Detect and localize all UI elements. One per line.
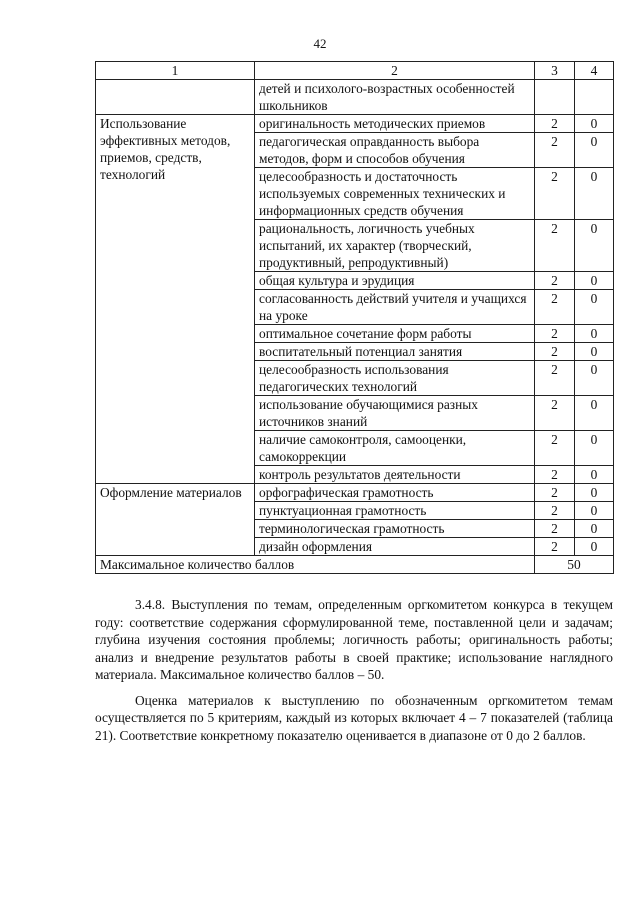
min-score-cell: 0: [575, 168, 614, 220]
indicator-cell: оригинальность методических приемов: [255, 115, 535, 133]
indicator-cell: общая культура и эрудиция: [255, 272, 535, 290]
max-score-cell: 2: [535, 520, 575, 538]
table-row-continuation: [96, 80, 614, 115]
indicator-cell: целесообразность и достаточность используемых современных технических и информационных средств обучения: [255, 168, 535, 220]
max-score-cell: 2: [535, 431, 575, 466]
column-header: 2: [255, 62, 535, 80]
indicator-cell: контроль результатов деятельности: [255, 466, 535, 484]
indicator-cell: использование обучающимися разных источников знаний: [255, 396, 535, 431]
min-score-cell: 0: [575, 272, 614, 290]
max-score-cell: 2: [535, 115, 575, 133]
indicator-cell: рациональность, логичность учебных испытаний, их характер (творческий, продуктивный, репродуктивный): [255, 220, 535, 272]
indicator-cell: орфографическая грамотность: [255, 484, 535, 502]
indicator-cell: согласованность действий учителя и учащихся на уроке: [255, 290, 535, 325]
min-score-cell: 0: [575, 290, 614, 325]
min-score-cell: 0: [575, 133, 614, 168]
min-score-cell: 0: [575, 325, 614, 343]
indicator-cell: педагогическая оправданность выбора методов, форм и способов обучения: [255, 133, 535, 168]
table-header-row: [96, 62, 614, 80]
indicator-cell: пунктуационная грамотность: [255, 502, 535, 520]
total-value: 50: [535, 556, 614, 574]
table-row: [96, 115, 614, 133]
column-header: 3: [535, 62, 575, 80]
max-score-cell: 2: [535, 361, 575, 396]
max-score-cell: 2: [535, 396, 575, 431]
max-score-cell: 2: [535, 133, 575, 168]
criteria-table: [95, 61, 614, 574]
criteria-table-body: [96, 62, 614, 574]
min-score-cell: 0: [575, 431, 614, 466]
column-header: 4: [575, 62, 614, 80]
indicator-cell: дизайн оформления: [255, 538, 535, 556]
max-score-cell: 2: [535, 343, 575, 361]
indicator-cell: целесообразность использования педагогических технологий: [255, 361, 535, 396]
criterion-cell-empty: [96, 80, 255, 115]
body-text: [95, 596, 613, 744]
indicator-cell: детей и психолого-возрастных особенностей школьников: [255, 80, 535, 115]
min-score-cell: 0: [575, 220, 614, 272]
max-score-cell: 2: [535, 220, 575, 272]
page-number: 42: [313, 36, 327, 51]
min-score-cell-empty: [575, 80, 614, 115]
max-score-cell: 2: [535, 325, 575, 343]
indicator-cell: оптимальное сочетание форм работы: [255, 325, 535, 343]
max-score-cell: 2: [535, 466, 575, 484]
max-score-cell-empty: [535, 80, 575, 115]
min-score-cell: 0: [575, 466, 614, 484]
min-score-cell: 0: [575, 343, 614, 361]
paragraph: 3.4.8. Выступления по темам, определенным оргкомитетом конкурса в текущем году: соответствие содержания сформулированной теме, поставленной цели и задачам; глубина изучения состояния проблемы; логичность работы; оригинальность работы; анализ и внедрение результатов работы в своей практике; использование наглядного материала. Максимальное количество баллов – 50.: [95, 597, 613, 682]
min-score-cell: 0: [575, 115, 614, 133]
paragraph: Оценка материалов к выступлению по обозначенным оргкомитетом темам осуществляется по 5 критериям, каждый из которых включает 4 – 7 показателей (таблица 21). Соответствие конкретному показателю оценивается в диапазоне от 0 до 2 баллов.: [95, 692, 613, 743]
min-score-cell: 0: [575, 520, 614, 538]
total-label: Максимальное количество баллов: [96, 556, 535, 574]
min-score-cell: 0: [575, 502, 614, 520]
indicator-cell: воспитательный потенциал занятия: [255, 343, 535, 361]
criterion-cell: Оформление материалов: [96, 484, 255, 556]
max-score-cell: 2: [535, 272, 575, 290]
column-header: 1: [96, 62, 255, 80]
min-score-cell: 0: [575, 484, 614, 502]
min-score-cell: 0: [575, 396, 614, 431]
max-score-cell: 2: [535, 484, 575, 502]
table-total-row: [96, 556, 614, 574]
indicator-cell: наличие самоконтроля, самооценки, самокоррекции: [255, 431, 535, 466]
table-row: [96, 484, 614, 502]
criterion-cell: Использование эффективных методов, приемов, средств, технологий: [96, 115, 255, 484]
max-score-cell: 2: [535, 168, 575, 220]
indicator-cell: терминологическая грамотность: [255, 520, 535, 538]
min-score-cell: 0: [575, 538, 614, 556]
max-score-cell: 2: [535, 290, 575, 325]
max-score-cell: 2: [535, 502, 575, 520]
min-score-cell: 0: [575, 361, 614, 396]
max-score-cell: 2: [535, 538, 575, 556]
